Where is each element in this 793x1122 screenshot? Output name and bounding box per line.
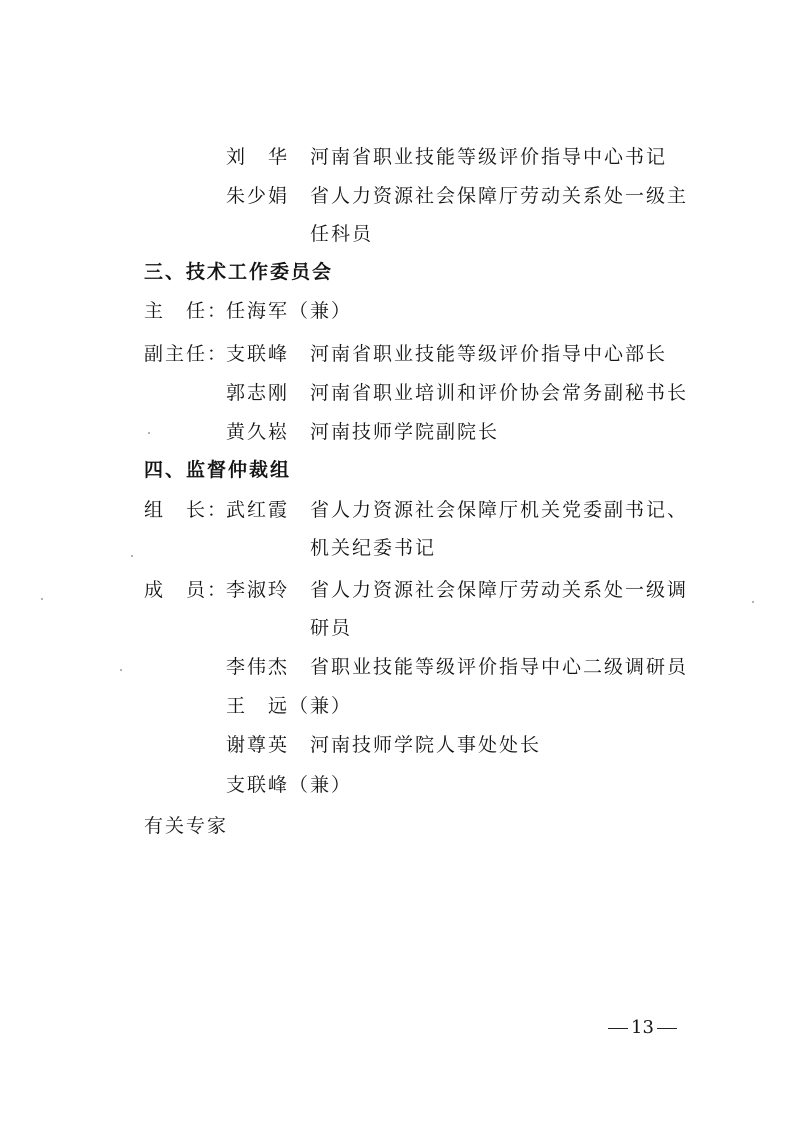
- role-label-group-leader: 组 长：: [144, 499, 229, 521]
- member-title: 省人力资源社会保障厅劳动关系处一级调: [310, 579, 689, 601]
- scan-speck: [41, 598, 43, 600]
- member-name: 刘 华: [226, 146, 290, 168]
- member-title: 省人力资源社会保障厅劳动关系处一级主: [310, 185, 689, 207]
- member-title: 省人力资源社会保障厅机关党委副书记、: [310, 499, 689, 521]
- scan-speck: [131, 555, 133, 557]
- member-name: 支联峰（兼）: [226, 774, 353, 796]
- section-heading-technical-committee: 三、技术工作委员会: [144, 261, 334, 283]
- role-label-deputy-director: 副主任：: [144, 343, 229, 365]
- member-name: 任海军（兼）: [226, 300, 353, 322]
- dash-left: [608, 1028, 628, 1029]
- member-name: 谢尊英: [226, 734, 290, 756]
- member-title: 河南省职业技能等级评价指导中心部长: [310, 343, 668, 365]
- page-number: [605, 1016, 685, 1040]
- role-label-members: 成 员：: [144, 579, 229, 601]
- member-name: 黄久崧: [226, 421, 290, 443]
- member-name: 李淑玲: [226, 579, 290, 601]
- member-title: 河南技师学院副院长: [310, 421, 500, 443]
- member-title: 河南技师学院人事处处长: [310, 734, 542, 756]
- member-title: 河南省职业技能等级评价指导中心书记: [310, 146, 668, 168]
- member-title-continued: 机关纪委书记: [310, 537, 437, 559]
- dash-right: [657, 1028, 677, 1029]
- member-name: 支联峰: [226, 343, 290, 365]
- scan-speck: [148, 432, 150, 434]
- member-name: 郭志刚: [226, 382, 290, 404]
- related-experts: 有关专家: [144, 815, 229, 837]
- member-title-continued: 任科员: [310, 223, 374, 245]
- section-heading-supervision-group: 四、监督仲裁组: [144, 459, 292, 481]
- member-title-continued: 研员: [310, 617, 353, 639]
- role-label-director: 主 任：: [144, 300, 229, 322]
- scan-speck: [120, 669, 122, 671]
- member-name: 李伟杰: [226, 656, 290, 678]
- page-number-value: 13: [631, 1017, 654, 1038]
- member-name: 朱少娟: [226, 185, 290, 207]
- member-name: 王 远（兼）: [226, 695, 353, 717]
- scan-speck: [752, 601, 754, 603]
- member-title: 省职业技能等级评价指导中心二级调研员: [310, 656, 689, 678]
- member-name: 武红霞: [226, 499, 290, 521]
- member-title: 河南省职业培训和评价协会常务副秘书长: [310, 382, 689, 404]
